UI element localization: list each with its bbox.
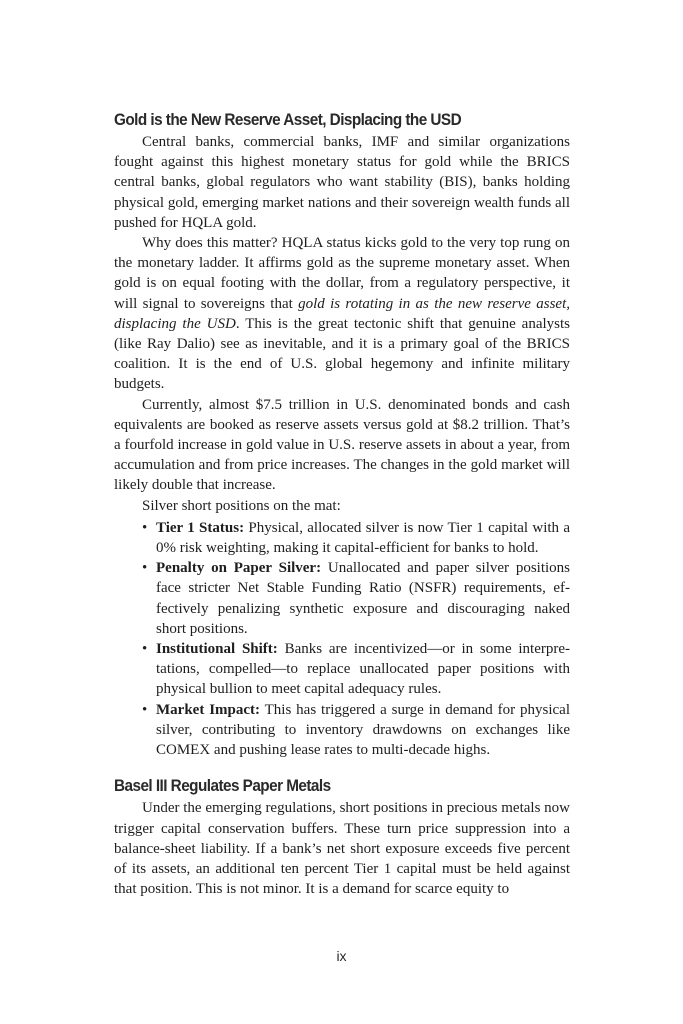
paragraph-central-banks: Central banks, commercial banks, IMF and similar organizations fought against this highest monetary status for gold while the BRICS central banks, global regulators who want stability (BIS), banks holding physical gold, emerging market nations and their sovereign wealth funds all pushed for HQLA gold. [114,134,570,231]
list-item [142,700,570,761]
list-item-label: Market Impact: [156,701,261,718]
section-heading-gold-reserve: Gold is the New Reserve Asset, Displacing the USD [114,110,462,129]
list-item-label: Penalty on Paper Silver: [156,560,322,577]
list-item [142,639,571,700]
bullet-icon: • [142,519,148,536]
paragraph-why-matter-tail: . This is the great tectonic shift that genuine analysts (like Ray Dalio) see as inevitable, and it is a primary goal of the BRICS coalition. It is the end of U.S. global hegemony and infinite military budgets. [114,315,570,393]
bullet-icon: • [142,560,148,577]
list-item-label: Tier 1 Status: [156,519,245,536]
list-item [142,558,570,639]
list-item [142,518,570,558]
list-item-label: Institutional Shift: [156,641,278,658]
page-number: ix [336,948,347,964]
paragraph-why-matter [114,233,570,395]
paragraph-currently: Currently, almost $7.5 trillion in U.S. denominated bonds and cash equivalents are booked as reserve assets versus gold at $8.2 trillion. That’s a fourfold increase in gold value in U.S. reserve assets in about a year, from accumulation and from price increases. The changes in the gold market will likely double that increase. [114,396,570,494]
list-item-text: Banks are incentivized—or in some interpretations, compelled—to replace unallocated paper positions with physical bullion to meet capital adequacy rules. [156,641,571,698]
list-item-text: Unallocated and paper silver positions face stricter Net Stable Funding Ratio (NSFR) requirements, effectively penalizing synthetic exposure and discouraging naked short positions. [156,560,570,637]
bullet-list [114,518,570,760]
bullet-icon: • [142,641,148,658]
page-body [114,108,570,899]
list-item-text: This has triggered a surge in demand for physical silver, contributing to inventory drawdowns on exchanges like COMEX and pushing lease rates to multi-decade highs. [156,701,570,759]
section-heading-basel-iii: Basel III Regulates Paper Metals [114,776,331,796]
bullet-icon: • [142,701,148,718]
italic-emphasis: gold is rotating in as the new reserve asset, displacing the USD [114,295,570,332]
paragraph-emerging-regulations: Under the emerging regulations, short positions in precious metals now trigger capital conservation buffers. These turn price suppression into a balance-sheet liability. If a bank’s net short exposure exceeds five percent of its assets, an additional ten percent Tier 1 capital must be held against that position. This is not minor. It is a demand for scarce equity to [114,800,570,898]
list-item-text: Physical, allocated silver is now Tier 1 capital with a 0% risk weighting, making it capital-efficient for banks to hold. [156,519,570,557]
paragraph-silver-intro: Silver short positions on the mat: [142,497,341,514]
paragraph-why-matter-text: Why does this matter? HQLA status kicks gold to the very top rung on the monetary ladder. It affirms gold as the supreme monetary asset. When gold is on equal footing with the dollar, from a regulatory perspective, it will signal to sovereigns that [114,235,570,312]
